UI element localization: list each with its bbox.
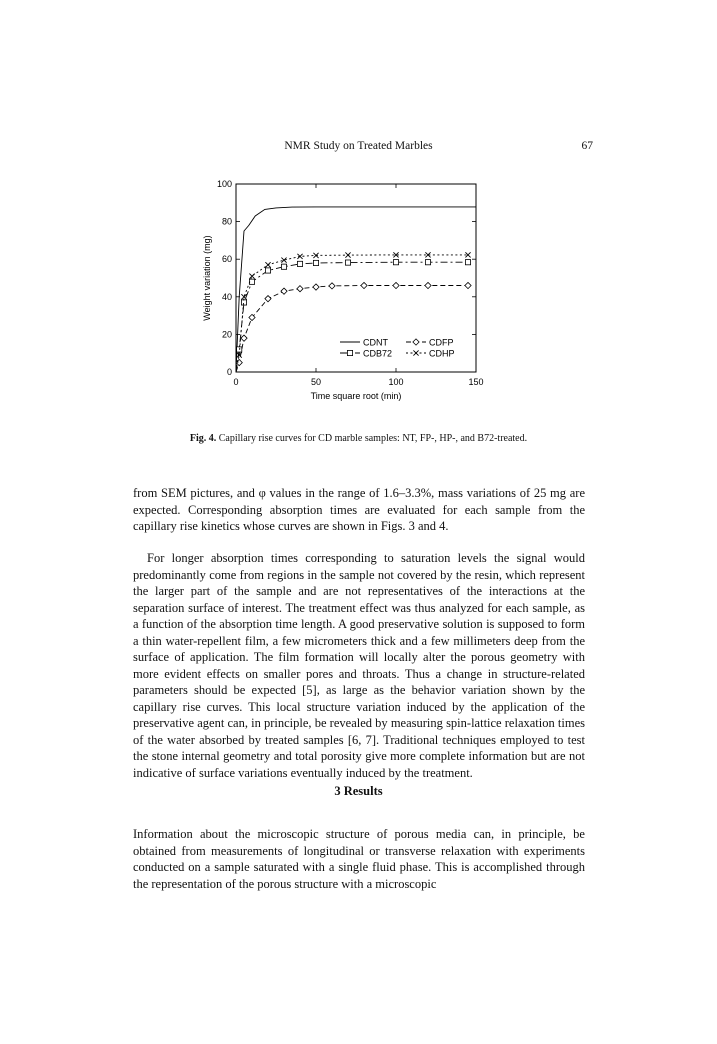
legend-label-cdnt: CDNT bbox=[363, 337, 388, 348]
x-tick-label: 150 bbox=[468, 377, 484, 387]
data-point-cdb72 bbox=[237, 347, 242, 352]
data-point-cdb72 bbox=[281, 264, 286, 269]
data-point-cdfp bbox=[393, 282, 399, 288]
data-point-cdfp bbox=[297, 286, 303, 292]
data-point-cdfp bbox=[361, 282, 367, 288]
data-point-cdfp bbox=[281, 288, 287, 294]
data-point-cdhp bbox=[345, 252, 350, 257]
capillary-rise-figure bbox=[190, 172, 484, 418]
data-point-cdb72 bbox=[241, 300, 246, 305]
paragraph-1-text: from SEM pictures, and φ values in the range of 1.6–3.3%, mass variations of 25 mg are expected. Corresponding absorption times are evaluated for each sample from the capillary rise kinetics whose curves are shown in Figs. 3 and 4. bbox=[133, 486, 585, 533]
legend-marker-cdb72 bbox=[347, 350, 352, 355]
running-title: NMR Study on Treated Marbles bbox=[284, 140, 433, 152]
data-point-cdhp bbox=[265, 262, 270, 267]
data-point-cdfp bbox=[313, 284, 319, 290]
capillary-rise-chart bbox=[190, 172, 484, 418]
data-point-cdb72 bbox=[265, 268, 270, 273]
x-axis-label: Time square root (min) bbox=[310, 391, 402, 401]
x-tick-label: 0 bbox=[233, 377, 239, 387]
legend-label-cdb72: CDB72 bbox=[363, 348, 393, 359]
caption-label: Fig. 4. bbox=[189, 433, 217, 444]
data-point-cdb72 bbox=[425, 260, 430, 265]
figure-caption bbox=[0, 433, 717, 444]
legend-label-cdhp: CDHP bbox=[429, 348, 455, 359]
page-header bbox=[0, 140, 717, 156]
data-point-cdhp bbox=[249, 274, 254, 279]
paragraph-1 bbox=[133, 485, 585, 535]
data-point-cdb72 bbox=[393, 260, 398, 265]
data-point-cdb72 bbox=[345, 260, 350, 265]
y-tick-label: 40 bbox=[221, 291, 232, 302]
paragraph-2-text: For longer absorption times corresponding to saturation levels the signal would predominantly come from regions in the sample not covered by the resin, which represent the larger part of the sample and are not representatives of the interactions at the separation surface of interest. The treatment effect was thus analyzed for each sample, as a function of the absorption time length. A good preservative solution is supposed to form a thin water-repellent film, a few micrometers thick and a few millimeters deep from the surface of application. The film formation will locally alter the porous geometry with more evident effects on smaller pores and throats. Thus a change in structure-related parameters should be expected [5], as large as the behavior variation shown by the capillary rise curves. This local structure variation induced by the application of the preservative agent can, in principle, be revealed by measuring spin-lattice relaxation times of the water absorbed by treated samples [6, 7]. Traditional techniques employed to test the stone internal geometry and total porosity give more complete information but are not indicative of surface variations eventually induced by the treatment. bbox=[133, 551, 585, 780]
legend-label-cdfp: CDFP bbox=[429, 337, 454, 348]
y-tick-label: 20 bbox=[221, 329, 232, 340]
caption-text: Capillary rise curves for CD marble samples: NT, FP-, HP-, and B72-treated. bbox=[218, 433, 528, 444]
y-tick-label: 80 bbox=[221, 216, 232, 227]
data-point-cdfp bbox=[241, 335, 247, 341]
paragraph-3-text: Information about the microscopic structure of porous media can, in principle, be obtained from measurements of longitudinal or transverse relaxation with experiments conducted on a sample saturated with a single fluid phase. This is accomplished through the representation of the porous structure with a microscopic bbox=[133, 827, 585, 891]
x-tick-label: 50 bbox=[310, 377, 322, 387]
data-point-cdfp bbox=[265, 296, 271, 302]
data-point-cdfp bbox=[425, 282, 431, 288]
data-point-cdfp bbox=[236, 360, 242, 366]
data-point-cdfp bbox=[329, 283, 335, 289]
y-tick-label: 100 bbox=[216, 179, 232, 189]
section-heading: 3 Results bbox=[334, 784, 383, 798]
paragraph-2 bbox=[133, 550, 585, 781]
x-tick-label: 100 bbox=[388, 377, 404, 387]
legend-marker-cdfp bbox=[413, 339, 419, 345]
y-axis-label: Weight variation (mg) bbox=[202, 235, 212, 321]
page-number: 67 bbox=[581, 140, 593, 152]
paragraph-3 bbox=[133, 826, 585, 892]
y-tick-label: 0 bbox=[226, 367, 232, 377]
legend-marker-cdhp bbox=[413, 350, 418, 355]
data-point-cdb72 bbox=[297, 261, 302, 266]
data-point-cdb72 bbox=[465, 260, 470, 265]
data-point-cdfp bbox=[465, 282, 471, 288]
data-point-cdb72 bbox=[313, 260, 318, 265]
y-tick-label: 60 bbox=[221, 254, 232, 265]
